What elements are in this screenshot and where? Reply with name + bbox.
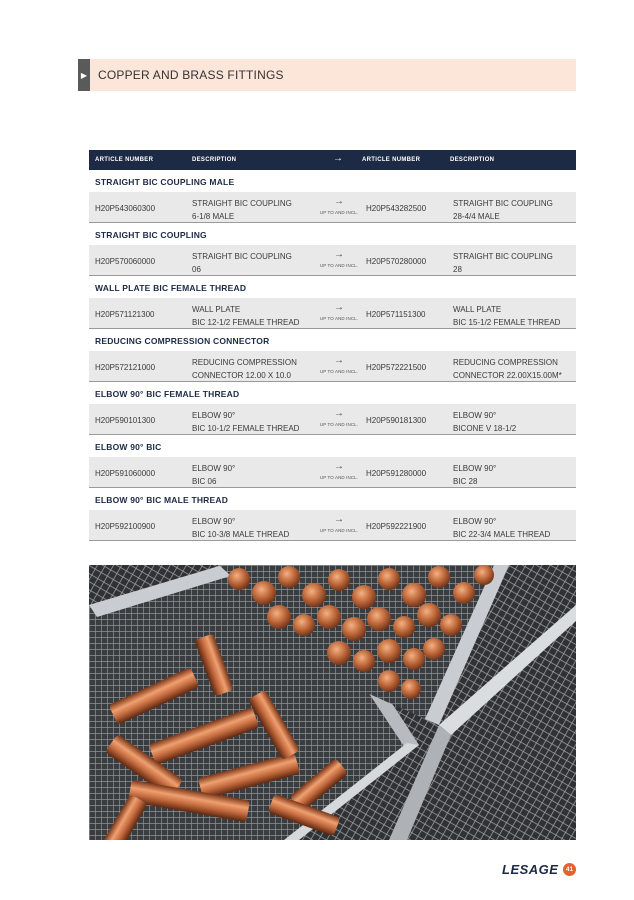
description-line-1: STRAIGHT BIC COUPLING <box>192 199 292 208</box>
group-title: ELBOW 90° BIC <box>95 442 162 452</box>
description-line-1: ELBOW 90° <box>192 464 236 473</box>
description-line-1: ELBOW 90° <box>453 464 497 473</box>
description-from <box>192 462 235 488</box>
description-line-2: BIC 06 <box>192 477 217 486</box>
description-to <box>453 462 496 488</box>
description-line-1: STRAIGHT BIC COUPLING <box>453 199 553 208</box>
table-row <box>89 404 576 435</box>
description-line-1: STRAIGHT BIC COUPLING <box>192 252 292 261</box>
description-line-1: REDUCING COMPRESSION <box>192 358 297 367</box>
description-line-2: BIC 12-1/2 FEMALE THREAD <box>192 318 300 327</box>
description-line-1: REDUCING COMPRESSION <box>453 358 558 367</box>
range-label: UP TO AND INCL. <box>319 422 359 427</box>
table-row <box>89 351 576 382</box>
article-number-to: H20P572221500 <box>366 363 427 372</box>
description-from <box>192 356 297 382</box>
description-line-2: BIC 10-3/8 MALE THREAD <box>192 530 290 539</box>
article-number-to: H20P590181300 <box>366 416 427 425</box>
article-number-from: H20P590101300 <box>95 416 156 425</box>
lesage-logo: LESAGE <box>502 862 559 877</box>
copper-fittings-photo <box>89 565 576 840</box>
range-indicator <box>315 249 363 268</box>
description-line-2: 06 <box>192 265 201 274</box>
range-indicator <box>315 196 363 215</box>
header-article-number-2: ARTICLE NUMBER <box>362 157 421 163</box>
group-title: REDUCING COMPRESSION CONNECTOR <box>95 336 270 346</box>
header-description-2: DESCRIPTION <box>450 157 495 163</box>
description-line-1: STRAIGHT BIC COUPLING <box>453 252 553 261</box>
group-title: STRAIGHT BIC COUPLING MALE <box>95 177 235 187</box>
range-label: UP TO AND INCL. <box>319 316 359 321</box>
description-line-2: 6-1/8 MALE <box>192 212 235 221</box>
description-from <box>192 303 299 329</box>
description-line-2: BIC 22-3/4 MALE THREAD <box>453 530 551 539</box>
article-number-to: H20P543282500 <box>366 204 427 213</box>
description-from <box>192 197 292 223</box>
article-number-from: H20P543060300 <box>95 204 156 213</box>
article-number-from: H20P591060000 <box>95 469 156 478</box>
article-number-to: H20P592221900 <box>366 522 427 531</box>
arrow-right-icon: → <box>334 514 344 525</box>
article-number-from: H20P571121300 <box>95 310 155 319</box>
article-number-from: H20P572121000 <box>95 363 156 372</box>
arrow-right-icon: → <box>334 408 344 419</box>
description-from <box>192 515 289 541</box>
description-line-1: ELBOW 90° <box>192 517 236 526</box>
description-line-1: WALL PLATE <box>192 305 241 314</box>
header-article-number: ARTICLE NUMBER <box>95 157 154 163</box>
arrow-right-icon: → <box>334 302 344 313</box>
description-line-2: CONNECTOR 12.00 X 10.0 <box>192 371 292 380</box>
arrow-right-icon: → <box>334 249 344 260</box>
range-indicator <box>315 355 363 374</box>
range-label: UP TO AND INCL. <box>319 263 359 268</box>
section-banner <box>78 59 576 91</box>
description-line-1: WALL PLATE <box>453 305 502 314</box>
description-to <box>453 303 560 329</box>
description-from <box>192 409 299 435</box>
description-line-1: ELBOW 90° <box>453 411 497 420</box>
description-line-2: 28-4/4 MALE <box>453 212 500 221</box>
section-title: COPPER AND BRASS FITTINGS <box>98 68 284 82</box>
range-indicator <box>315 302 363 321</box>
group-title: WALL PLATE BIC FEMALE THREAD <box>95 283 247 293</box>
arrow-right-icon: → <box>333 153 344 164</box>
range-indicator <box>315 514 363 533</box>
article-number-to: H20P591280000 <box>366 469 427 478</box>
product-table <box>89 150 576 541</box>
description-line-2: BIC 28 <box>453 477 478 486</box>
description-line-2: BIC 10-1/2 FEMALE THREAD <box>192 424 300 433</box>
description-to <box>453 356 562 382</box>
group-title: STRAIGHT BIC COUPLING <box>95 230 207 240</box>
arrow-right-icon: → <box>334 461 344 472</box>
arrow-right-icon: → <box>334 196 344 207</box>
description-to <box>453 197 553 223</box>
description-to <box>453 409 516 435</box>
range-label: UP TO AND INCL. <box>319 475 359 480</box>
description-from <box>192 250 292 276</box>
description-line-2: 28 <box>453 265 462 274</box>
table-header <box>89 150 576 170</box>
range-indicator <box>315 461 363 480</box>
article-number-to: H20P571151300 <box>366 310 426 319</box>
description-line-2: BIC 15-1/2 FEMALE THREAD <box>453 318 561 327</box>
table-row <box>89 245 576 276</box>
description-to <box>453 515 550 541</box>
description-line-2: BICONE V 18-1/2 <box>453 424 517 433</box>
table-row <box>89 298 576 329</box>
header-description: DESCRIPTION <box>192 157 237 163</box>
group-title: ELBOW 90° BIC MALE THREAD <box>95 495 229 505</box>
description-to <box>453 250 553 276</box>
table-row <box>89 457 576 488</box>
range-label: UP TO AND INCL. <box>319 369 359 374</box>
range-label: UP TO AND INCL. <box>319 528 359 533</box>
table-row <box>89 192 576 223</box>
range-label: UP TO AND INCL. <box>319 210 359 215</box>
group-title: ELBOW 90° BIC FEMALE THREAD <box>95 389 240 399</box>
description-line-1: ELBOW 90° <box>192 411 236 420</box>
table-row <box>89 510 576 541</box>
article-number-to: H20P570280000 <box>366 257 427 266</box>
description-line-1: ELBOW 90° <box>453 517 497 526</box>
arrow-right-icon: → <box>334 355 344 366</box>
article-number-from: H20P570060000 <box>95 257 156 266</box>
chevron-right-icon: ▶ <box>78 59 90 91</box>
article-number-from: H20P592100900 <box>95 522 156 531</box>
description-line-2: CONNECTOR 22.00X15.00M* <box>453 371 562 380</box>
page-number-badge: 41 <box>563 863 576 876</box>
range-indicator <box>315 408 363 427</box>
